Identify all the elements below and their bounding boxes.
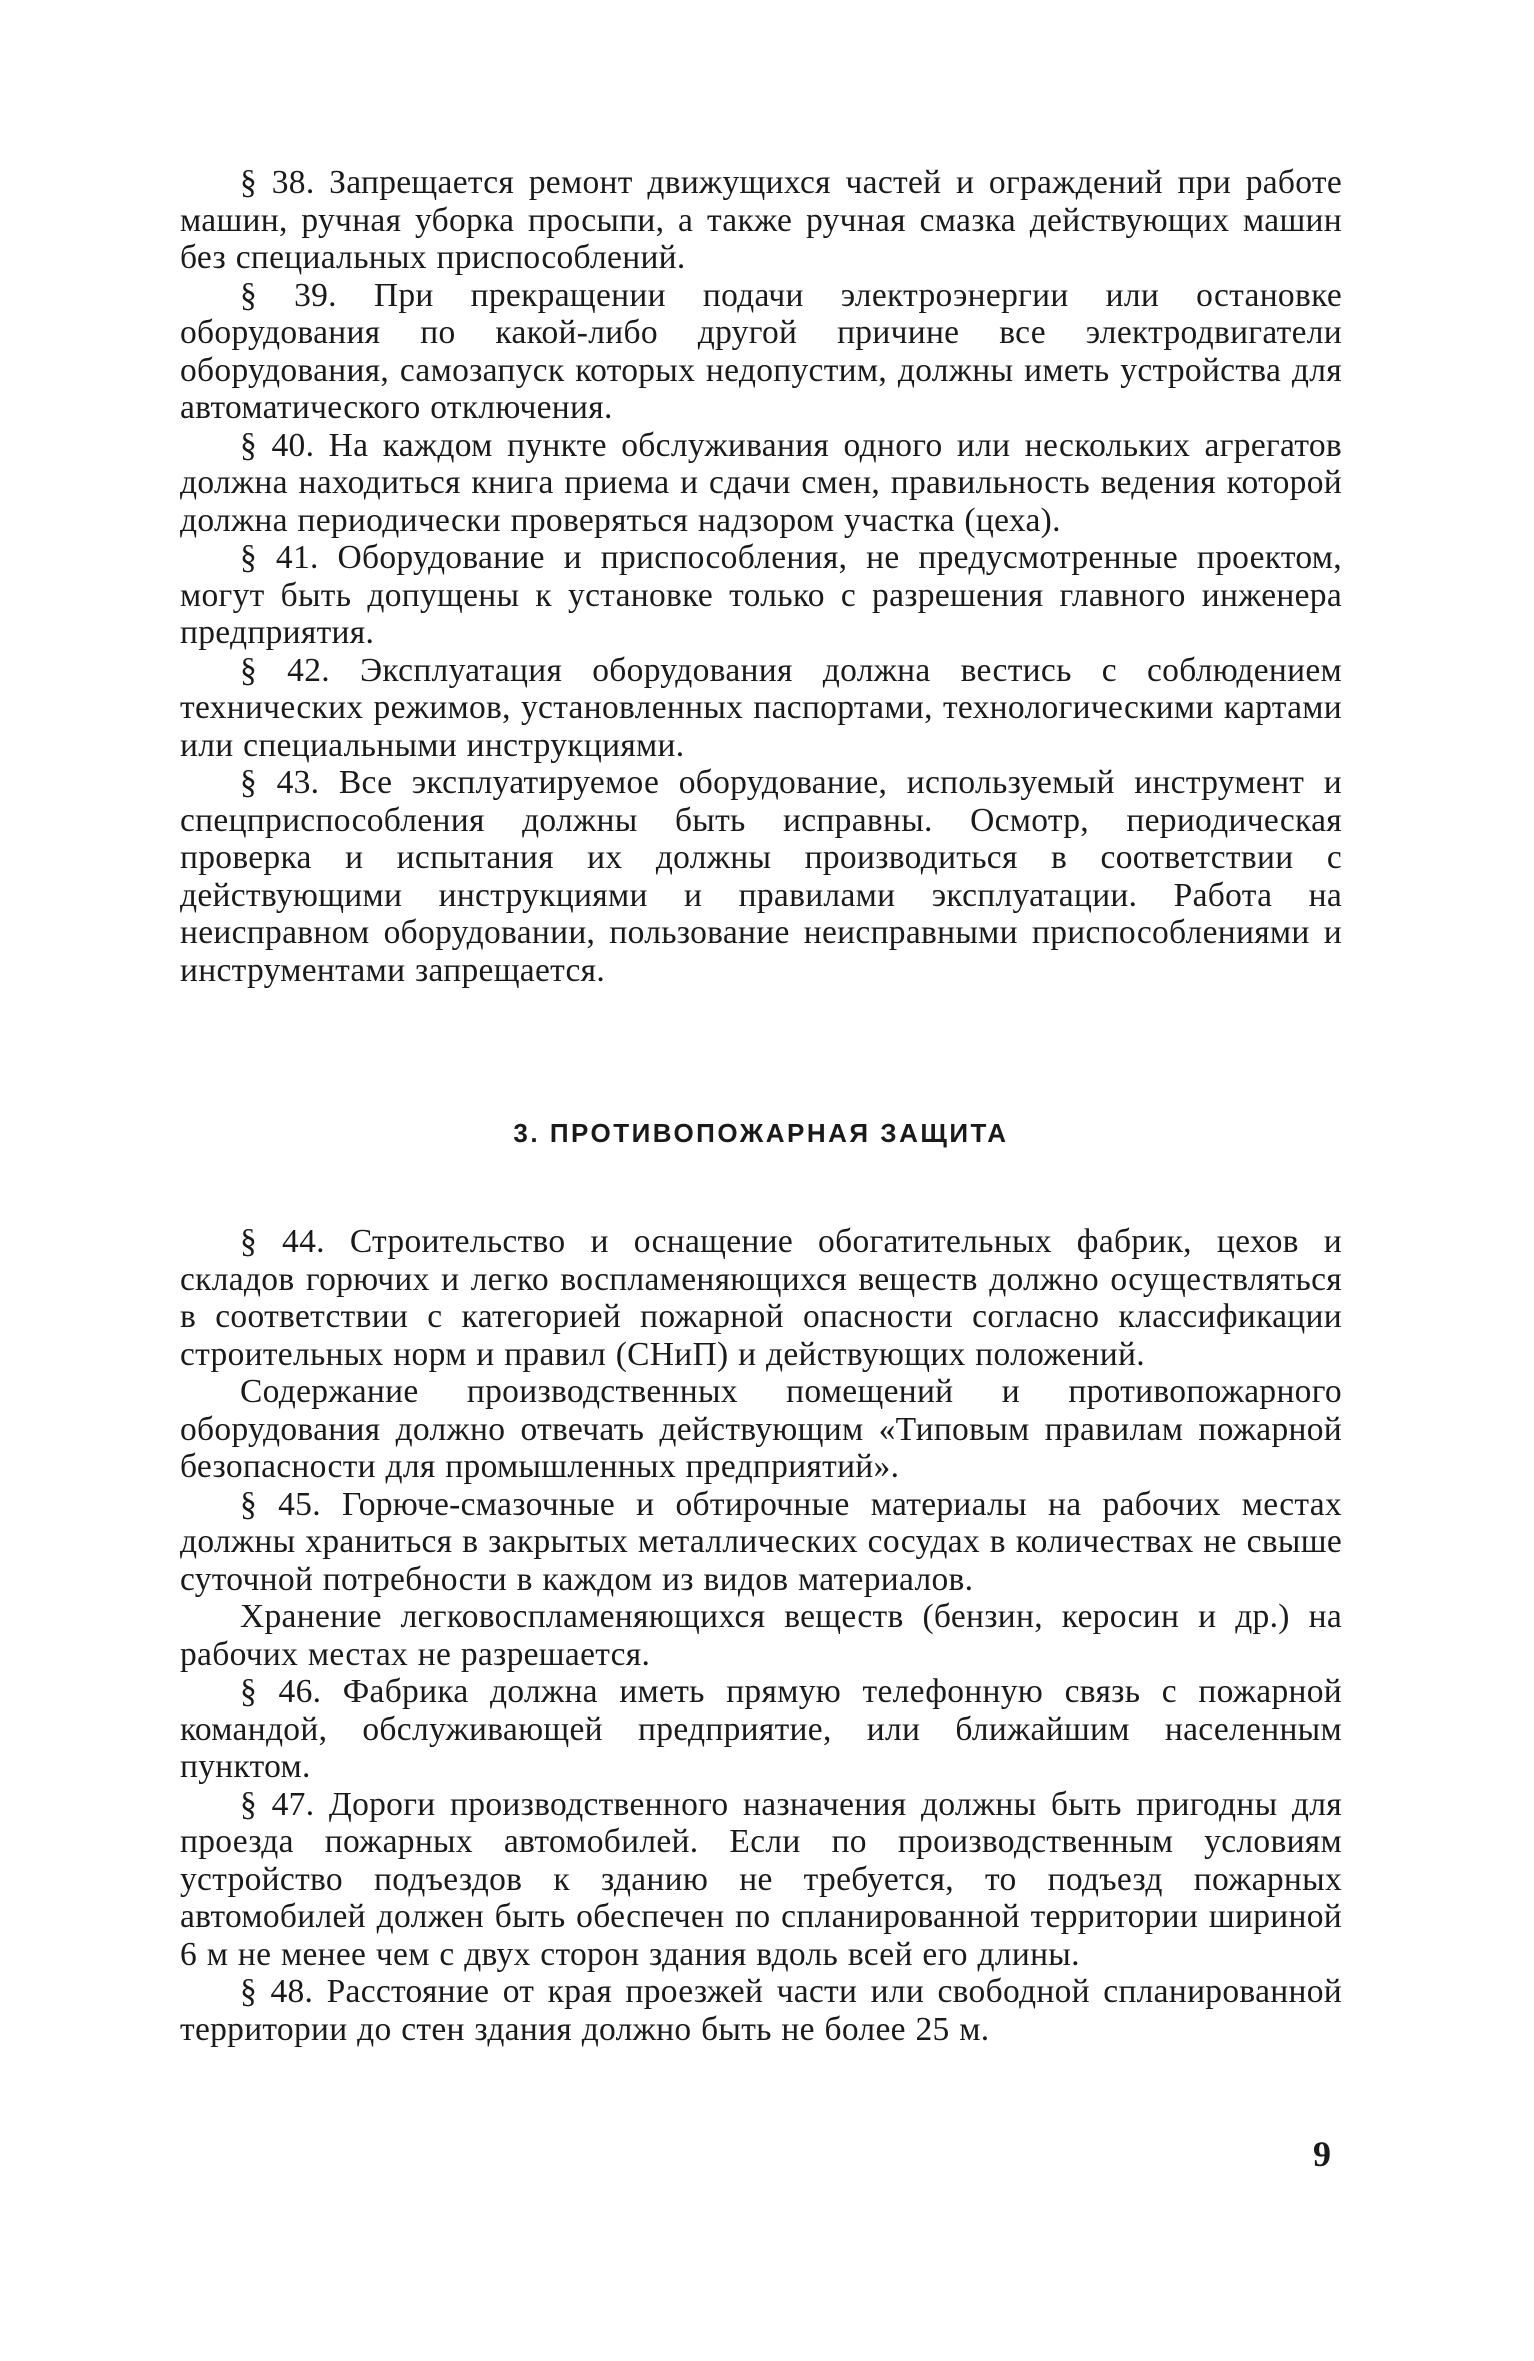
paragraph-44: § 44. Строительство и оснащение обогатительных фабрик, цехов и складов горючих и легко воспламеняющихся веществ должно осуществляться в соответствии с категорией пожарной опасности согласно классификации строительных норм и правил (СНиП) и действующих положений.: [180, 1223, 1342, 1373]
paragraph-42: § 42. Эксплуатация оборудования должна вестись с соблюдением технических режимов, установленных паспортами, технологическими картами или специальными инструкциями.: [180, 651, 1342, 764]
paragraph-43: § 43. Все эксплуатируемое оборудование, используемый инструмент и спецприспособления должны быть исправны. Осмотр, периодическая проверка и испытания их должны производиться в соответствии с действующими инструкциями и правилами эксплуатации. Работа на неисправном оборудовании, пользование неисправными приспособлениями и инструментами запрещается.: [180, 764, 1342, 989]
section-heading-fire-protection: 3. ПРОТИВОПОЖАРНАЯ ЗАЩИТА: [513, 1118, 1009, 1148]
paragraph-47: § 47. Дороги производственного назначения должны быть пригодны для проезда пожарных автомобилей. Если по производственным условиям устройство подъездов к зданию не требуется, то подъезд пожарных автомобилей должен быть обеспечен по спланированной территории шириной 6 м не менее чем с двух сторон здания вдоль всей его длины.: [180, 1785, 1342, 1973]
paragraph-41: § 41. Оборудование и приспособления, не предусмотренные проектом, могут быть допущены к установке только с разрешения главного инженера предприятия.: [180, 539, 1342, 651]
section-equipment-rules: [180, 164, 1342, 989]
page-number: 9: [1313, 2134, 1331, 2174]
paragraph-45: § 45. Горюче-смазочные и обтирочные материалы на рабочих местах должны храниться в закрытых металлических сосудах в количествах не свыше суточной потребности в каждом из видов материалов.: [180, 1485, 1342, 1598]
paragraph-44-continued: Содержание производственных помещений и противопожарного оборудования должно отвечать действующим «Типовым правилам пожарной безопасности для промышленных предприятий».: [180, 1373, 1342, 1485]
paragraph-45-continued: Хранение легковоспламеняющихся веществ (бензин, керосин и др.) на рабочих местах не разрешается.: [180, 1598, 1342, 1673]
section-fire-protection: [180, 1223, 1342, 2048]
paragraph-39: § 39. При прекращении подачи электроэнергии или остановке оборудования по какой-либо другой причине все электродвигатели оборудования, самозапуск которых недопустим, должны иметь устройства для автоматического отключения.: [180, 276, 1342, 426]
paragraph-46: § 46. Фабрика должна иметь прямую телефонную связь с пожарной командой, обслуживающей предприятие, или ближайшим населенным пунктом.: [180, 1673, 1342, 1785]
paragraph-38: § 38. Запрещается ремонт движущихся частей и ограждений при работе машин, ручная уборка просыпи, а также ручная смазка действующих машин без специальных приспособлений.: [180, 164, 1342, 276]
paragraph-40: § 40. На каждом пункте обслуживания одного или нескольких агрегатов должна находиться книга приема и сдачи смен, правильность ведения которой должна периодически проверяться надзором участка (цеха).: [180, 426, 1342, 539]
paragraph-48: § 48. Расстояние от края проезжей части или свободной спланированной территории до стен здания должно быть не более 25 м.: [180, 1973, 1342, 2048]
document-page: [180, 164, 1342, 2048]
